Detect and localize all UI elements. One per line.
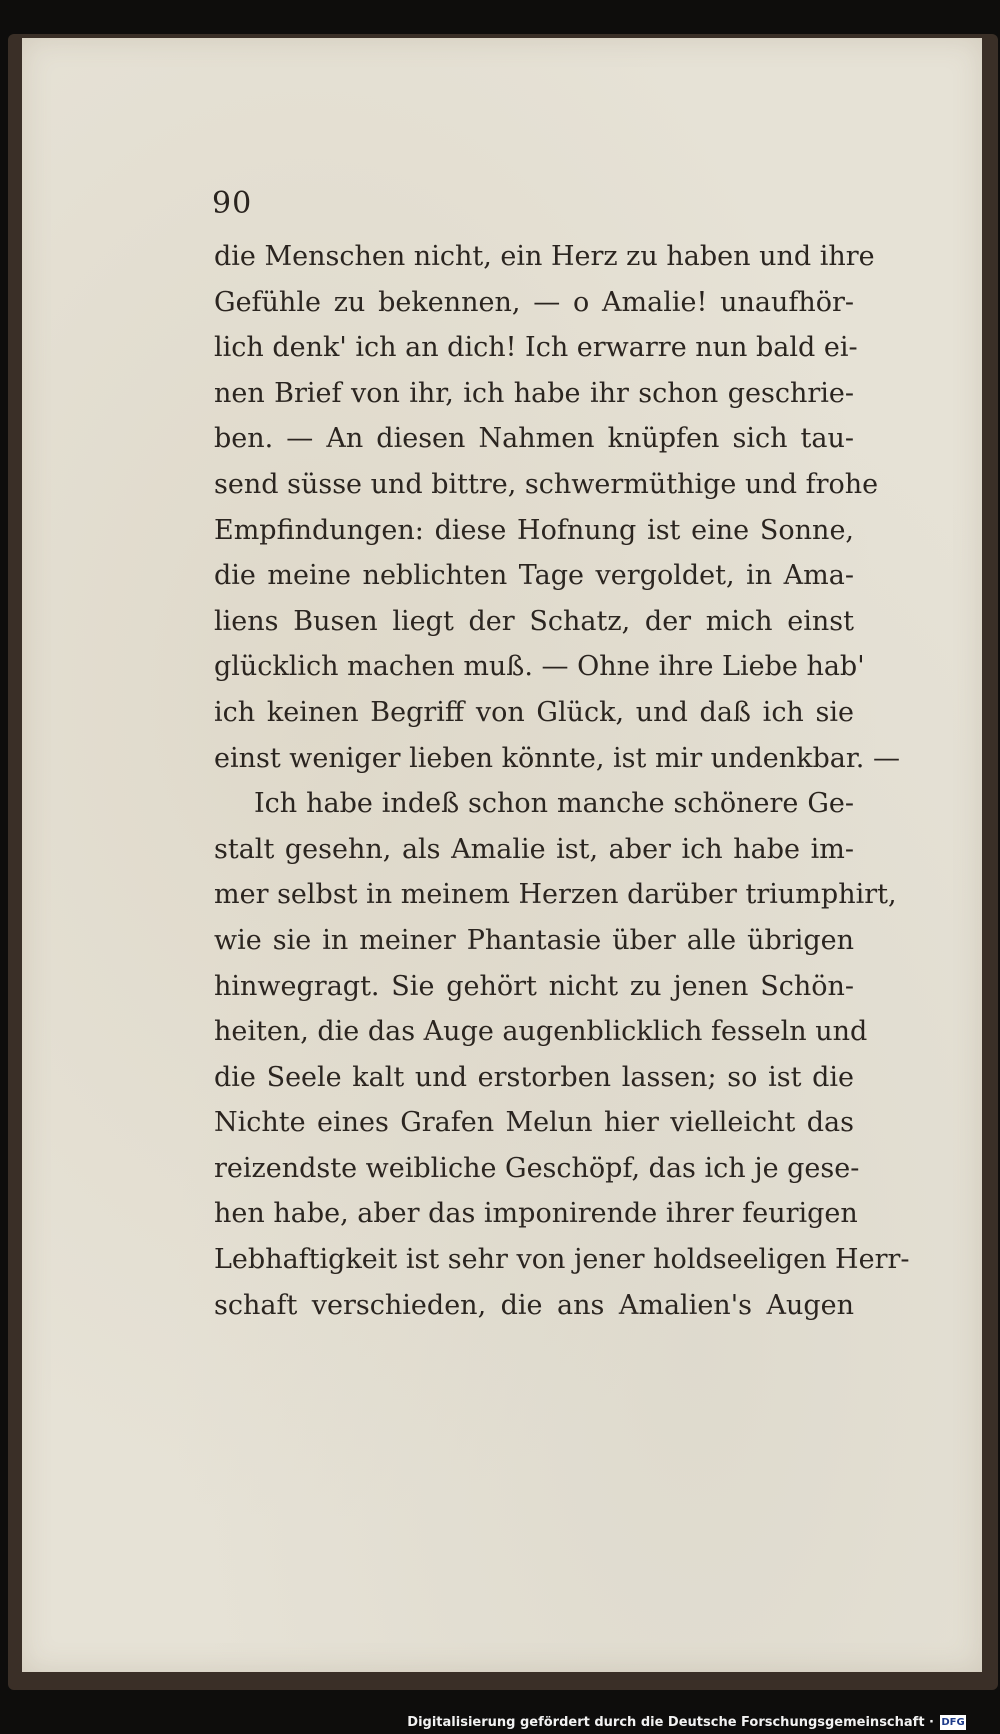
text-line: ben. — An diesen Nahmen knüpfen sich tau- xyxy=(214,423,854,455)
text-line: Lebhaftigkeit ist sehr von jener holdseeligen Herr- xyxy=(214,1244,910,1276)
page-number: 90 xyxy=(212,186,253,221)
text-line: hinwegragt. Sie gehört nicht zu jenen Schön- xyxy=(214,970,854,1002)
text-line: reizendste weibliche Geschöpf, das ich je gese- xyxy=(214,1152,860,1184)
text-line: liens Busen liegt der Schatz, der mich einst xyxy=(214,605,854,637)
text-line: heiten, die das Auge augenblicklich fesseln und xyxy=(214,1016,868,1048)
text-line: mer selbst in meinem Herzen darüber triumphirt, xyxy=(214,879,897,911)
footer-credit xyxy=(407,1715,966,1730)
text-line: die Menschen nicht, ein Herz zu haben und ihre xyxy=(214,241,875,272)
text-line: einst weniger lieben könnte, ist mir undenkbar. — xyxy=(214,742,900,774)
text-line: stalt gesehn, als Amalie ist, aber ich habe im- xyxy=(214,833,854,865)
text-line: schaft verschieden, die ans Amalien's Augen xyxy=(214,1289,854,1321)
page-text xyxy=(214,234,910,1328)
text-line: glücklich machen muß. — Ohne ihre Liebe hab' xyxy=(214,651,865,683)
dfg-logo: DFG xyxy=(941,1717,965,1728)
text-line: die Seele kalt und erstorben lassen; so ist die xyxy=(214,1061,854,1093)
text-line: lich denk' ich an dich! Ich erwarre nun bald ei- xyxy=(214,332,858,364)
text-line: Ich habe indeß schon manche schönere Ge- xyxy=(254,788,854,820)
text-line: die meine neblichten Tage vergoldet, in Ama- xyxy=(214,560,854,592)
text-line: send süsse und bittre, schwermüthige und frohe xyxy=(214,468,879,500)
text-line: hen habe, aber das imponirende ihrer feurigen xyxy=(214,1198,858,1230)
text-line: Gefühle zu bekennen, — o Amalie! unaufhör- xyxy=(214,286,854,318)
footer-credit-text: Digitalisierung gefördert durch die Deutsche Forschungsgemeinschaft · xyxy=(407,1715,934,1730)
text-line: wie sie in meiner Phantasie über alle übrigen xyxy=(214,924,854,956)
text-line: Nichte eines Grafen Melun hier vielleicht das xyxy=(214,1107,854,1139)
text-line: Empfindungen: diese Hofnung ist eine Sonne, xyxy=(214,514,854,546)
text-line: nen Brief von ihr, ich habe ihr schon geschrie- xyxy=(214,377,854,409)
text-line: ich keinen Begriff von Glück, und daß ich sie xyxy=(214,696,854,728)
